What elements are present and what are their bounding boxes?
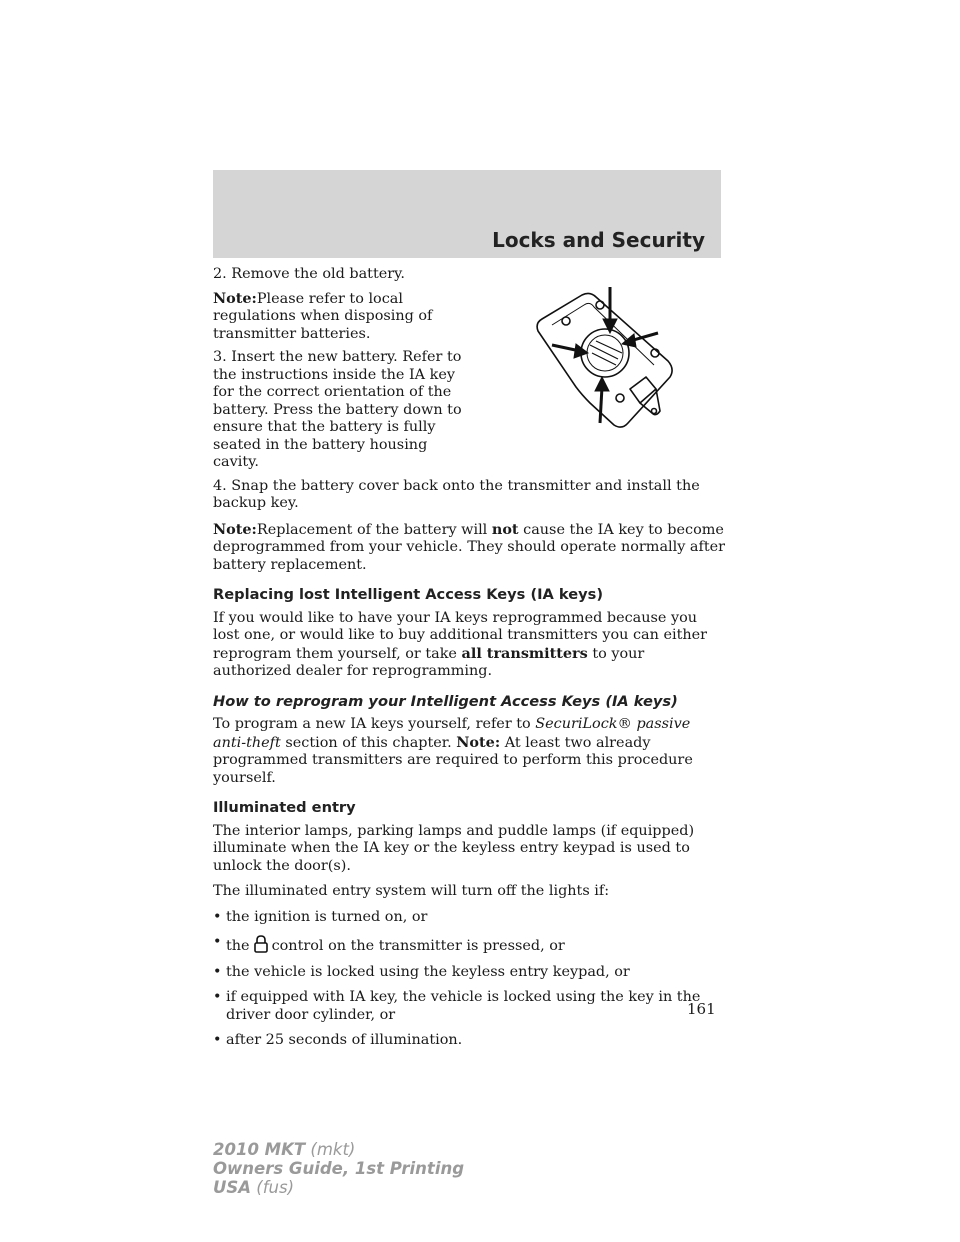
note-emphasis: not <box>491 520 519 538</box>
heading-illuminated: Illuminated entry <box>213 799 356 816</box>
replacing-text-b: to your authorized dealer for reprogramming. <box>213 645 645 679</box>
footer <box>213 1140 464 1197</box>
list-item-text: control on the transmitter is pressed, or <box>271 938 565 954</box>
page-number: 161 <box>687 1000 716 1018</box>
replacing-text-a: If you would like to have your IA keys reprogrammed because you lost one, or would like to buy additional transmitters you can either reprogram them yourself, or take <box>213 609 708 662</box>
illuminated-conditions <box>213 909 725 1050</box>
reprogram-text <box>213 716 725 787</box>
list-item <box>213 964 725 982</box>
battery-steps <box>213 266 475 472</box>
heading-replacing: Replacing lost Intelligent Access Keys (IA keys) <box>213 586 603 603</box>
section-title: Locks and Security <box>492 228 705 252</box>
bullet: • <box>213 989 222 1005</box>
illuminated-p1: The interior lamps, parking lamps and puddle lamps (if equipped) illuminate when the IA key or the keyless entry keypad is used to unlock the door(s). <box>213 822 695 874</box>
replacing-text <box>213 610 725 681</box>
step-3: 3. Insert the new battery. Refer to the instructions inside the IA key for the correct orientation of the battery. Press the battery down to ensure that the battery is fully seated in the battery housing cavity. <box>213 349 462 470</box>
list-item-text: if equipped with IA key, the vehicle is locked using the key in the driver door cylinder, or <box>226 989 701 1023</box>
reprogram-text-a: To program a new IA keys yourself, refer to <box>213 716 536 732</box>
note-label: Note: <box>456 733 501 751</box>
list-item <box>213 989 725 1024</box>
note-replacement <box>213 521 725 575</box>
reprogram-text-b: section of this chapter. <box>280 734 457 751</box>
note-text: cause the IA key to become deprogrammed from your vehicle. They should operate normally after battery replacement. <box>213 521 726 573</box>
footer-market-code: (fus) <box>251 1178 295 1197</box>
bullet: • <box>213 934 222 950</box>
lock-icon <box>252 934 270 954</box>
note-disposal <box>213 290 475 344</box>
section-header <box>213 170 721 258</box>
note-label: Note: <box>213 289 257 307</box>
list-item <box>213 934 725 956</box>
bullet: • <box>213 908 222 925</box>
replacing-emphasis: all transmitters <box>461 644 588 662</box>
footer-market: USA <box>213 1178 252 1197</box>
step-4: 4. Snap the battery cover back onto the transmitter and install the backup key. <box>213 477 700 511</box>
list-item-text: after 25 seconds of illumination. <box>226 1032 463 1048</box>
note-text: Please refer to local regulations when disposing of transmitter batteries. <box>213 290 433 342</box>
list-item-text: the ignition is turned on, or <box>226 908 428 925</box>
footer-line-2: Owners Guide, 1st Printing <box>213 1159 465 1178</box>
bullet: • <box>213 963 222 980</box>
securilock-reference: SecuriLock® passive anti-theft <box>213 716 691 751</box>
illuminated-p2: The illuminated entry system will turn off the lights if: <box>213 883 610 899</box>
bullet: • <box>213 1032 222 1048</box>
heading-reprogram: How to reprogram your Intelligent Access Keys (IA keys) <box>213 692 678 710</box>
note-text: Replacement of the battery will <box>256 521 492 538</box>
list-item-text: the vehicle is locked using the keyless entry keypad, or <box>226 963 630 980</box>
footer-line-3 <box>213 1178 464 1197</box>
list-item <box>213 909 725 927</box>
page-content <box>213 266 725 1058</box>
footer-model-code: (mkt) <box>305 1140 356 1159</box>
note-text: At least two already programmed transmitters are required to perform this procedure yourself. <box>213 734 693 786</box>
footer-model: 2010 MKT <box>213 1140 306 1159</box>
list-item <box>213 1032 725 1050</box>
note-label: Note: <box>213 520 257 538</box>
step-2: 2. Remove the old battery. <box>213 266 405 282</box>
list-item-text: the <box>226 938 250 954</box>
footer-line-1 <box>213 1140 464 1159</box>
